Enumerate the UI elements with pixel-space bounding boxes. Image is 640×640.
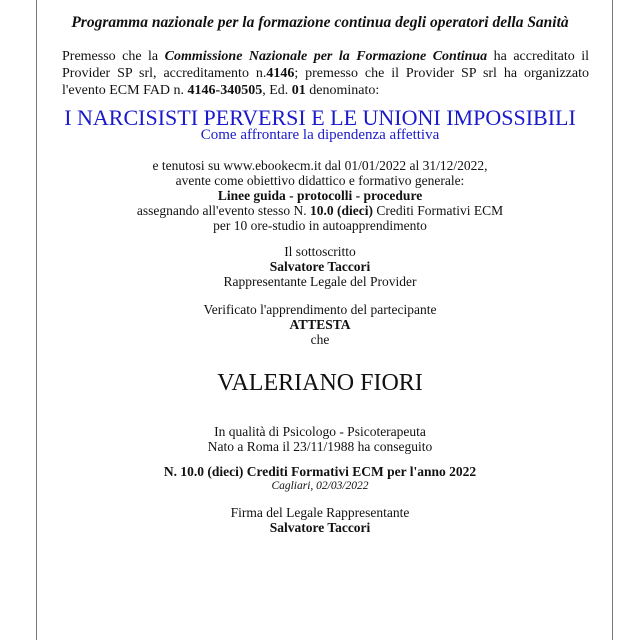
details-text: Crediti Formativi ECM xyxy=(372,203,504,218)
course-subtitle: Come affrontare la dipendenza affettiva xyxy=(200,127,440,143)
details-line: per 10 ore-studio in autoapprendimento xyxy=(213,218,427,233)
details-line: e tenutosi su www.ebookecm.it dal 01/01/2022 al 31/12/2022, xyxy=(152,158,488,173)
signer-name: Salvatore Taccori xyxy=(269,259,371,274)
intro-text: denominato: xyxy=(305,83,380,98)
commission-name: Commissione Nazionale per la Formazione Continua xyxy=(164,49,488,64)
program-header: Programma nazionale per la formazione continua degli operatori della Sanità xyxy=(71,14,569,31)
participant-birth: Nato a Roma il 23/11/1988 ha conseguito xyxy=(207,439,433,454)
signature-name: Salvatore Taccori xyxy=(269,520,371,535)
intro-text: ha accreditato il Provider SP srl, accreditamento n. xyxy=(62,49,589,81)
participant-qualification: In qualità di Psicologo - Psicoterapeuta xyxy=(214,424,426,439)
place-date: Cagliari, 02/03/2022 xyxy=(271,480,369,492)
intro-text: , Ed. xyxy=(262,83,292,98)
intro-paragraph xyxy=(62,48,589,99)
attest-line: Verificato l'apprendimento del partecipante xyxy=(203,302,437,317)
intro-text: ; premesso che il Provider SP srl ha organizzato l'evento ECM FAD n. xyxy=(62,66,589,98)
signature-label: Firma del Legale Rappresentante xyxy=(230,505,410,520)
details-text: assegnando all'evento stesso N. xyxy=(136,203,310,218)
details-line: avente come obiettivo didattico e formativo generale: xyxy=(175,173,465,188)
attest-line: che xyxy=(310,332,330,347)
intro-text: Premesso che la xyxy=(62,49,165,64)
signer-role: Rappresentante Legale del Provider xyxy=(223,274,417,289)
signer-intro: Il sottoscritto xyxy=(284,244,356,259)
credits-line xyxy=(0,203,640,218)
participant-name: VALERIANO FIORI xyxy=(217,370,423,396)
attest-heading: ATTESTA xyxy=(289,317,351,332)
result-credits: N. 10.0 (dieci) Crediti Formativi ECM per l'anno 2022 xyxy=(163,464,477,479)
course-title: I NARCISISTI PERVERSI E LE UNIONI IMPOSSIBILI xyxy=(64,105,576,130)
accreditation-number: 4146 xyxy=(266,66,295,81)
edition: 01 xyxy=(291,83,306,98)
event-code: 4146-340505 xyxy=(187,83,263,98)
credits-value: 10.0 (dieci) xyxy=(309,203,373,218)
objective: Linee guida - protocolli - procedure xyxy=(217,188,423,203)
